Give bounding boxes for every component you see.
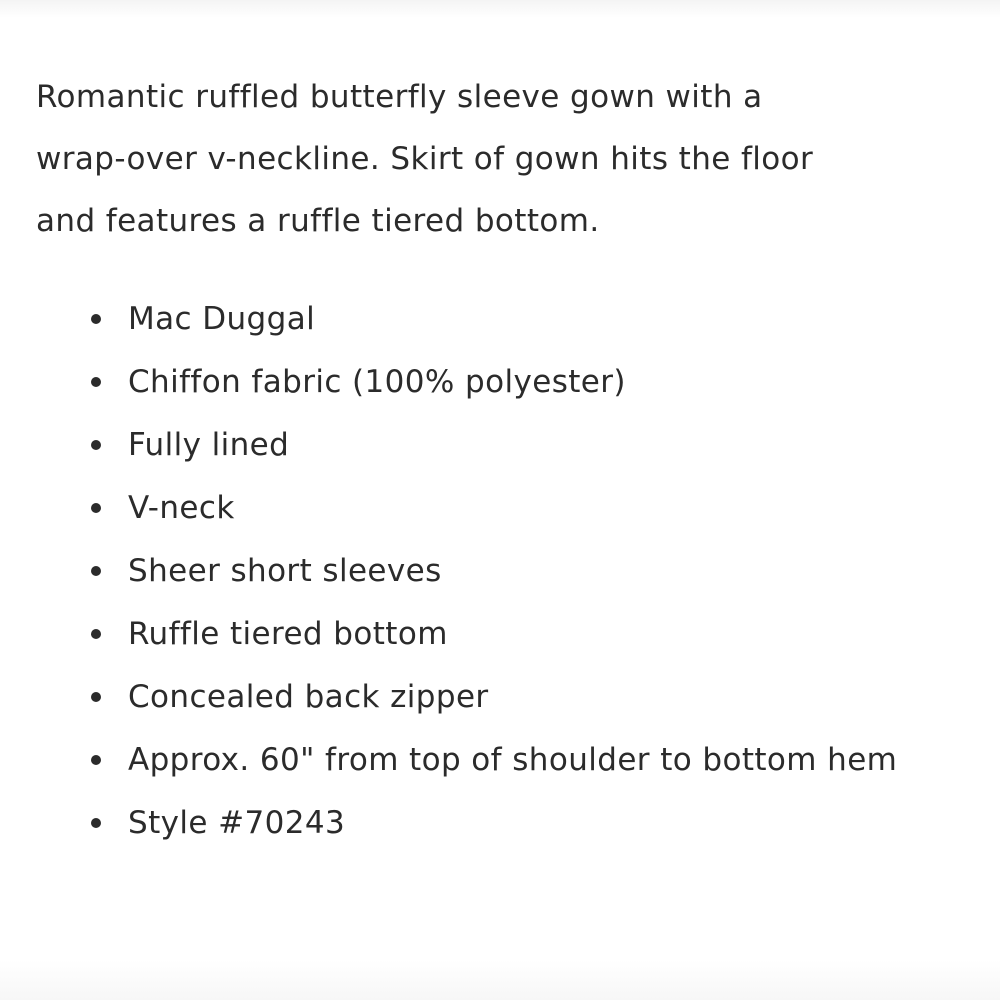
bullet-icon xyxy=(91,692,101,702)
list-item xyxy=(36,666,936,729)
list-item xyxy=(36,729,936,792)
list-item xyxy=(36,288,936,351)
list-item xyxy=(36,603,936,666)
feature-text: Concealed back zipper xyxy=(128,679,489,715)
feature-text: Sheer short sleeves xyxy=(128,553,442,589)
bullet-icon xyxy=(91,629,101,639)
bullet-icon xyxy=(91,566,101,576)
feature-text: Chiffon fabric (100% polyester) xyxy=(128,364,626,400)
list-item xyxy=(36,540,936,603)
bullet-icon xyxy=(91,755,101,765)
bullet-icon xyxy=(91,314,101,324)
feature-list xyxy=(36,288,936,855)
bullet-icon xyxy=(91,377,101,387)
product-details xyxy=(36,66,936,855)
list-item xyxy=(36,477,936,540)
bullet-icon xyxy=(91,818,101,828)
list-item xyxy=(36,351,936,414)
product-description: Romantic ruffled butterfly sleeve gown with a wrap-over v-neckline. Skirt of gown hits the floor and features a ruffle tiered bottom. xyxy=(36,79,814,239)
list-item xyxy=(36,414,936,477)
bullet-icon xyxy=(91,440,101,450)
feature-text: Fully lined xyxy=(128,427,290,463)
bullet-icon xyxy=(91,503,101,513)
feature-text: Style #70243 xyxy=(128,805,346,841)
feature-text: V-neck xyxy=(128,490,235,526)
feature-text: Mac Duggal xyxy=(128,301,316,337)
feature-text: Ruffle tiered bottom xyxy=(128,616,448,652)
list-item xyxy=(36,792,936,855)
feature-text: Approx. 60" from top of shoulder to bottom hem xyxy=(128,742,898,778)
